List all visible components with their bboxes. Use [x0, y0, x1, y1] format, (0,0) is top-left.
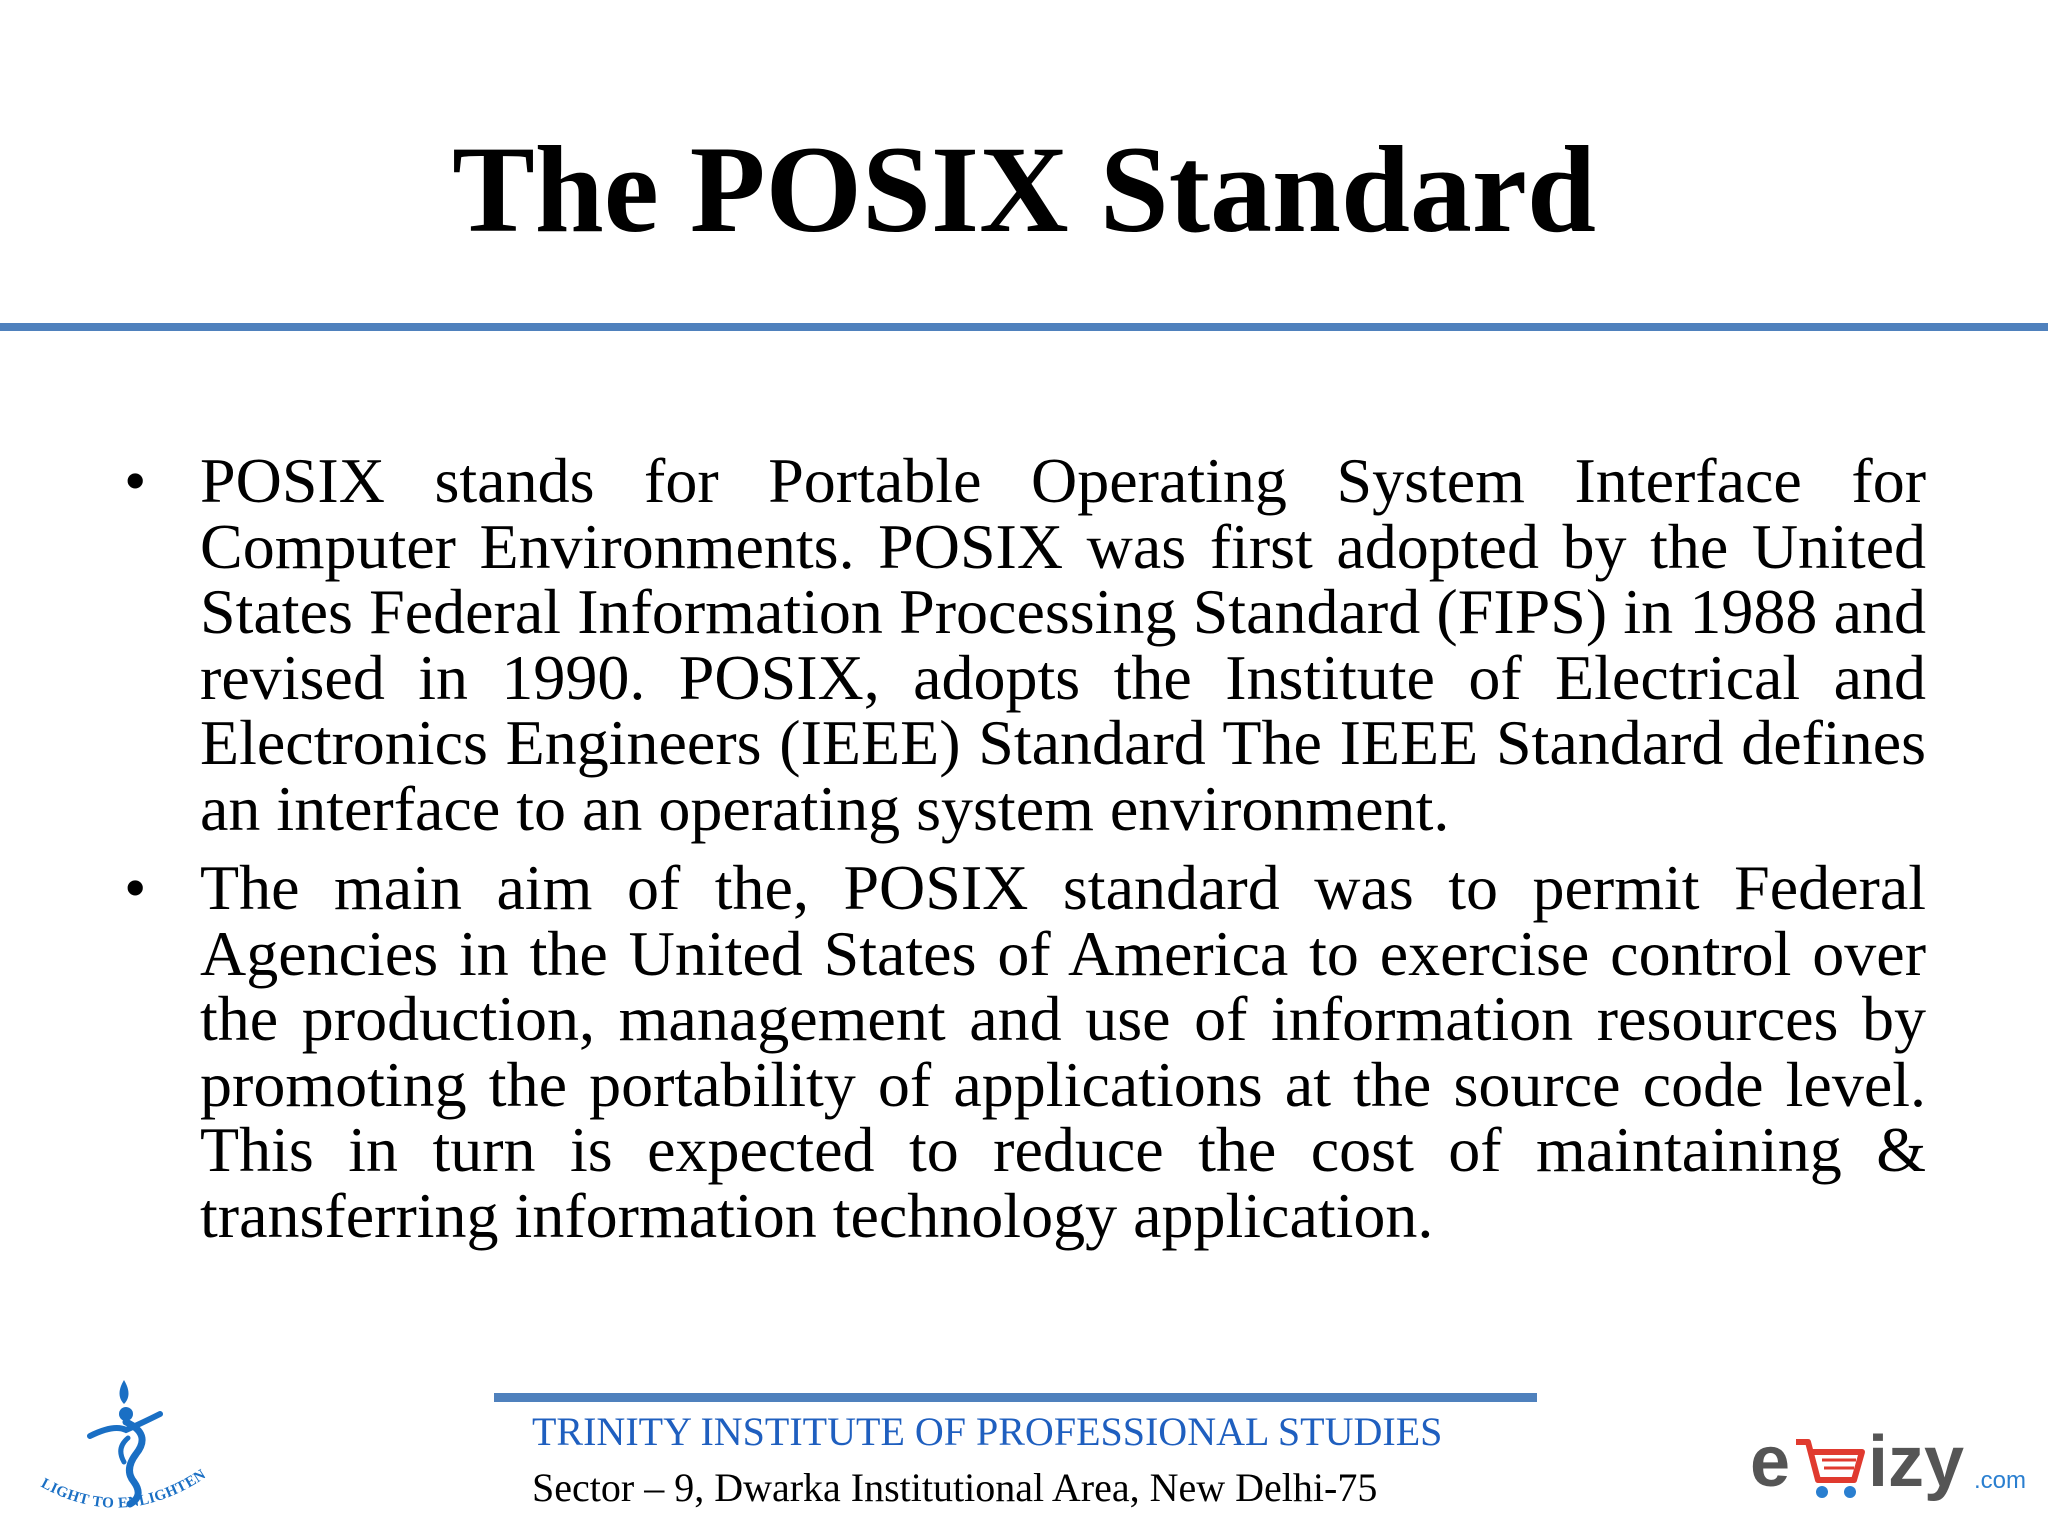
logo-tagline: LIGHT TO ENLIGHTEN [38, 1466, 210, 1512]
svg-text:izy: izy [1868, 1422, 1965, 1502]
bullet-item [118, 852, 1926, 1251]
institute-address: Sector – 9, Dwarka Institutional Area, New Delhi-75 [532, 1465, 1378, 1510]
torch-figure-icon [28, 1378, 228, 1528]
svg-text:LIGHT TO ENLIGHTEN [38, 1466, 209, 1511]
bullet-marker: • [124, 445, 147, 516]
footer-divider [494, 1393, 1537, 1402]
bullet-item [118, 445, 1926, 844]
bullet-marker: • [124, 852, 147, 923]
cart-icon [1750, 1418, 2027, 1518]
institute-logo [28, 1378, 228, 1528]
slide-title: The POSIX Standard [452, 121, 1596, 258]
title-divider [0, 323, 2048, 331]
bullet-text: POSIX stands for Portable Operating System Interface for Computer Environments. POSIX was first adopted by the United States Federal Information Processing Standard (FIPS) in 1988 and revised in 1990. POSIX, adopts the Institute of Electrical and Electronics Engineers (IEEE) Standard The IEEE Standard defines an interface to an operating system environment. [200, 445, 1926, 844]
bullet-list [118, 445, 1926, 1262]
eduizy-logo [1750, 1418, 2027, 1518]
bullet-text: The main aim of the, POSIX standard was to permit Federal Agencies in the United States of America to exercise control over the production, management and use of information resources by promoting the portability of applications at the source code level. This in turn is expected to reduce the cost of maintaining & transferring information technology application. [200, 852, 1926, 1251]
institute-name: TRINITY INSTITUTE OF PROFESSIONAL STUDIES [532, 1409, 1443, 1454]
svg-text:e: e [1750, 1422, 1791, 1502]
logo-suffix: .com [1974, 1467, 2027, 1494]
